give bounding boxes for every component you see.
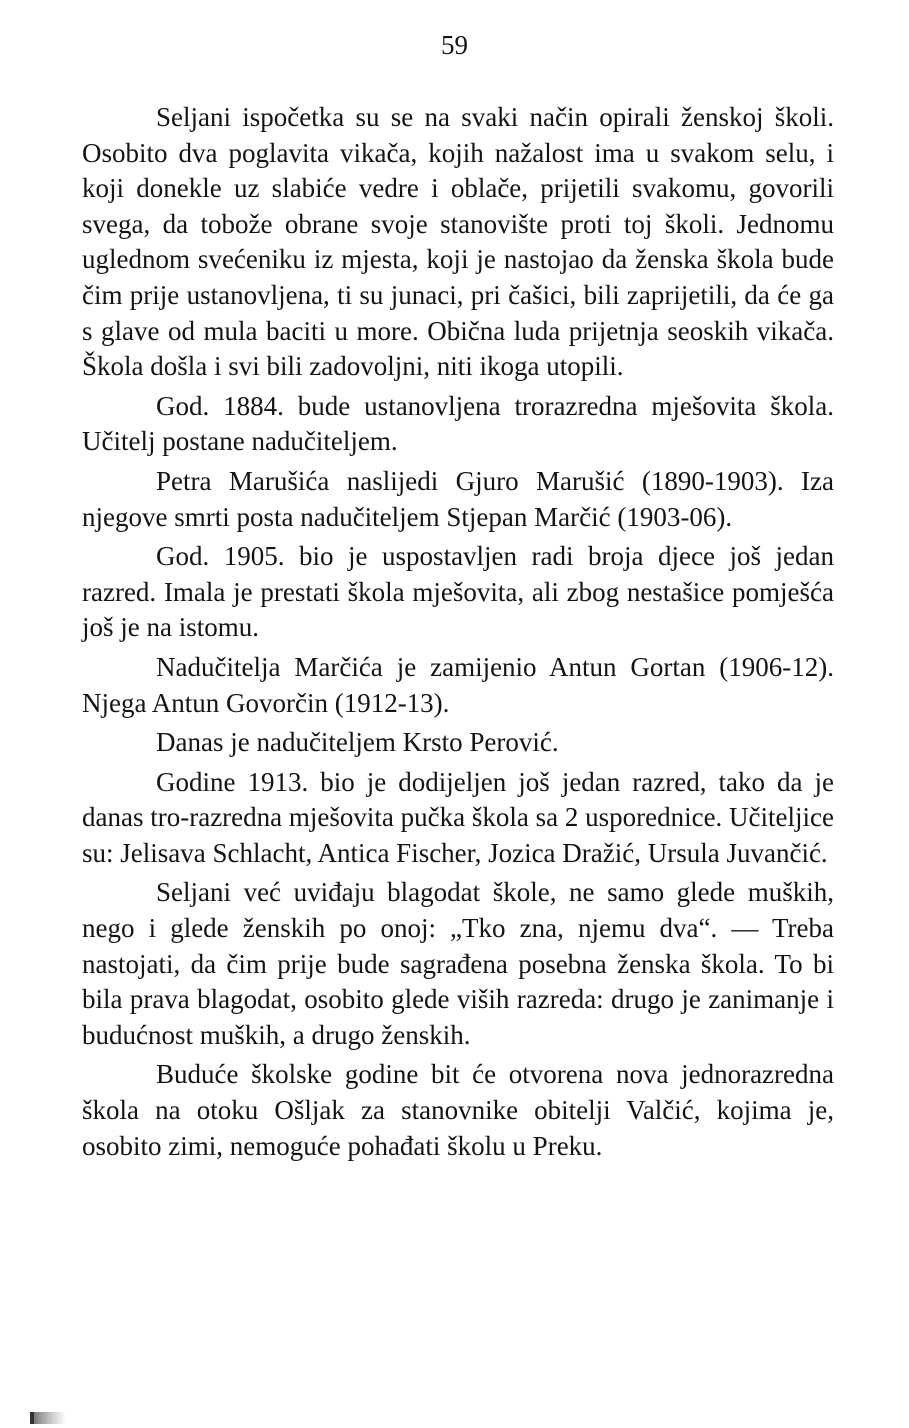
paragraph-blagodat: Seljani već uviđaju blagodat škole, ne samo glede muških, nego i glede ženskih po onoj: „Tko zna, njemu dva“. — Treba nastojati, da čim prije bude sagrađena posebna ženska škola. To bi bila prava blagodat, osobito glede viših razreda: drugo je zanimanje i budućnost muških, a drugo ženskih.	[82, 877, 834, 1050]
paragraph-opposition: Seljani ispočetka su se na svaki način opirali ženskoj školi. Osobito dva poglavita vikača, kojih nažalost ima u svakom selu, i koji donekle uz slabiće vedre i oblače, prijetili svakomu, govorili svega, da tobože obrane svoje stanovište proti toj školi. Jednomu uglednom svećeniku iz mjesta, koji je nastojao da ženska škola bude čim prije ustanovljena, ti su junaci, pri čašici, bili zaprijetili, da će ga s glave od mula baciti u more. Obična luda prijetnja seoskih vikača. Škola došla i svi bili zadovoljni, niti ikoga utopili.	[82, 102, 834, 382]
scan-artifact	[30, 1412, 66, 1424]
paragraph-1913: Godine 1913. bio je dodijeljen još jedan razred, tako da je danas tro-razredna mješovita pučka škola sa 2 usporednice. Učiteljice su: Jelisava Schlacht, Antica Fischer, Jozica Dražić, Ursula Juvančić.	[82, 766, 834, 868]
paragraph-1905: God. 1905. bio je uspostavljen radi broja djece još jedan razred. Imala je prestati škola mješovita, ali zbog nestašice pomješća još je na istomu.	[82, 541, 834, 643]
paragraph-perovic: Danas je nadučiteljem Krsto Perović.	[156, 727, 559, 758]
paragraph-gortan: Nadučitelja Marčića je zamijenio Antun Gortan (1906-12). Njega Antun Govorčin (1912-13).	[82, 651, 834, 718]
paragraph-osljak: Buduće školske godine bit će otvorena nova jednorazredna škola na otoku Ošljak za stanovnike obitelji Valčić, kojima je, osobito zimi, nemoguće pohađati školu u Preku.	[82, 1059, 834, 1161]
body-text	[82, 100, 834, 1168]
paragraph-marusic: Petra Marušića naslijedi Gjuro Marušić (1890-1903). Iza njegove smrti posta nadučiteljem Stjepan Marčić (1903-06).	[82, 465, 834, 532]
page-number: 59	[441, 30, 468, 60]
paragraph-1884: God. 1884. bude ustanovljena trorazredna mješovita škola. Učitelj postane nadučiteljem.	[82, 390, 834, 457]
